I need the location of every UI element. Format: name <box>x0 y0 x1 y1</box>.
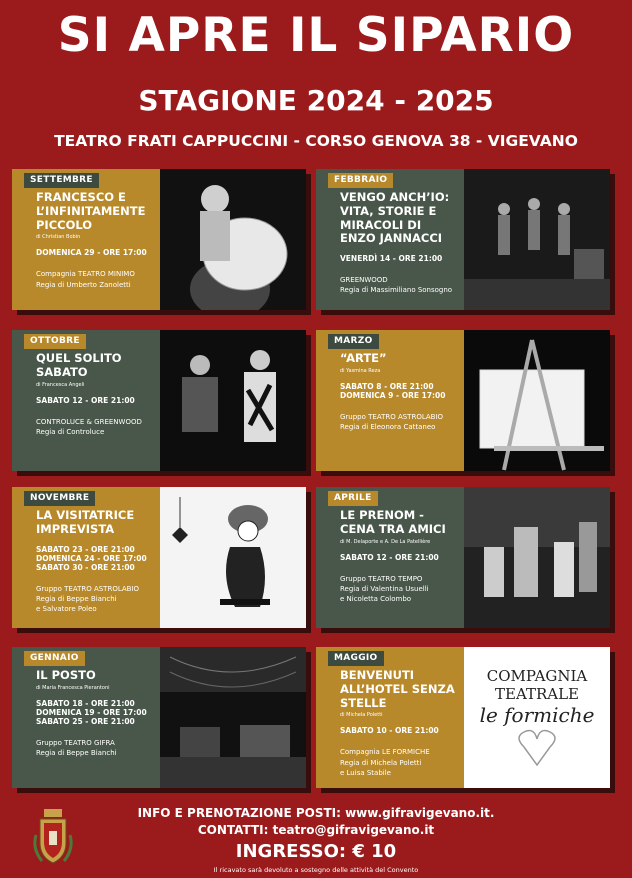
card-info <box>12 169 160 310</box>
month-badge: MARZO <box>328 334 379 349</box>
show-title: FRANCESCO E L’INFINITAMENTE PICCOLO <box>36 190 146 232</box>
price-line: INGRESSO: € 10 <box>235 841 397 862</box>
show-date: SABATO 10 - ORE 21:00 <box>340 726 439 736</box>
show-photo <box>464 330 610 471</box>
logo-line-2: TEATRALE <box>494 685 579 703</box>
director-name: Regia di Michela Poletti e Luisa Stabile <box>340 758 422 777</box>
troupe-logo <box>464 667 610 727</box>
director-name: Regia di Eleonora Cattaneo <box>340 422 436 431</box>
page-title: SI APRE IL SIPARIO <box>57 8 575 63</box>
show-card <box>12 647 306 788</box>
company-name: Gruppo TEATRO ASTROLABIO <box>340 412 444 421</box>
show-date: DOMENICA 29 - ORE 17:00 <box>36 248 147 258</box>
show-date: SABATO 8 - ORE 21:00 DOMENICA 9 - ORE 17:00 <box>340 381 446 400</box>
card-info <box>316 647 464 788</box>
logo-line-3: le formiche <box>479 703 595 727</box>
company-name: Gruppo TEATRO TEMPO <box>340 574 423 583</box>
month-badge: GENNAIO <box>24 651 85 666</box>
proceeds-note: Il ricavato sarà devoluto a sostegno delle attività del Convento <box>213 866 419 874</box>
show-card <box>316 330 610 471</box>
show-photo <box>464 647 610 788</box>
director-name: Regia di Beppe Bianchi <box>36 748 117 757</box>
show-card <box>12 169 306 310</box>
show-company <box>340 412 460 432</box>
show-card <box>12 487 306 628</box>
card-info <box>12 647 160 788</box>
month-badge: MAGGIO <box>328 651 384 666</box>
show-photo <box>160 487 306 628</box>
show-company <box>340 574 460 604</box>
show-date: VENERDÌ 14 - ORE 21:00 <box>340 254 443 264</box>
show-title: BENVENUTI ALL’HOTEL SENZA STELLE <box>340 668 455 710</box>
venue-line: TEATRO FRATI CAPPUCCINI - CORSO GENOVA 38 - VIGEVANO <box>54 132 578 150</box>
director-name: Regia di Controluce <box>36 427 105 436</box>
card-info <box>316 169 464 310</box>
show-title: IL POSTO <box>36 668 96 682</box>
show-author: di Francesca Angeli <box>36 381 85 388</box>
show-card <box>12 330 306 471</box>
show-company <box>340 275 460 295</box>
show-card <box>316 487 610 628</box>
company-name: GREENWOOD <box>340 276 388 285</box>
month-badge: OTTOBRE <box>24 334 86 349</box>
show-photo <box>464 487 610 628</box>
show-photo <box>160 330 306 471</box>
card-info <box>316 487 464 628</box>
show-date: SABATO 12 - ORE 21:00 <box>340 552 439 562</box>
show-company <box>36 269 156 289</box>
show-company <box>36 584 156 614</box>
director-name: Regia di Valentina Usuelli e Nicoletta Colombo <box>340 584 429 603</box>
card-info <box>316 330 464 471</box>
show-date: SABATO 12 - ORE 21:00 <box>36 395 135 405</box>
show-company <box>36 738 156 758</box>
company-name: Compagnia LE FORMICHE <box>340 748 430 757</box>
contacts-line[interactable]: CONTATTI: teatro@gifravigevano.it <box>197 823 435 837</box>
show-date: SABATO 18 - ORE 21:00 DOMENICA 19 - ORE 17:00 SABATO 25 - ORE 21:00 <box>36 698 147 726</box>
card-info <box>12 487 160 628</box>
company-name: Gruppo TEATRO GIFRA <box>36 738 115 747</box>
month-badge: FEBBRAIO <box>328 173 393 188</box>
show-photo <box>160 647 306 788</box>
company-name: Compagnia TEATRO MINIMO <box>36 270 135 279</box>
company-name: CONTROLUCE & GREENWOOD <box>36 417 142 426</box>
show-title: VENGO ANCH’IO: VITA, STORIE E MIRACOLI DI ENZO JANNACCI <box>340 190 450 246</box>
logo-line-1: COMPAGNIA <box>486 667 588 685</box>
show-company <box>36 417 156 437</box>
show-card <box>316 169 610 310</box>
show-author: di Maria Francesca Pierantoni <box>36 684 110 691</box>
show-title: “ARTE” <box>340 351 387 365</box>
info-line[interactable]: INFO E PRENOTAZIONE POSTI: www.gifravigevano.it. <box>137 806 495 820</box>
month-badge: APRILE <box>328 491 378 506</box>
show-photo <box>160 169 306 310</box>
month-badge: SETTEMBRE <box>24 173 99 188</box>
director-name: Regia di Beppe Bianchi e Salvatore Poleo <box>36 594 117 613</box>
show-title: LE PRENOM - CENA TRA AMICI <box>340 508 446 536</box>
show-author: di Christian Bobin <box>36 234 81 241</box>
show-author: di M. Delaporte e A. De La Patellière <box>340 538 431 545</box>
director-name: Regia di Massimiliano Sonsogno <box>340 286 453 295</box>
show-author: di Michela Poletti <box>340 712 383 719</box>
show-date: SABATO 23 - ORE 21:00 DOMENICA 24 - ORE 17:00 SABATO 30 - ORE 21:00 <box>36 544 147 572</box>
show-author: di Yasmina Reza <box>340 367 381 374</box>
show-title: QUEL SOLITO SABATO <box>36 351 122 379</box>
show-title: LA VISITATRICE IMPREVISTA <box>36 508 135 536</box>
show-company <box>340 747 460 777</box>
card-info <box>12 330 160 471</box>
company-name: Gruppo TEATRO ASTROLABIO <box>36 584 140 593</box>
show-card <box>316 647 610 788</box>
director-name: Regia di Umberto Zanoletti <box>36 280 131 289</box>
show-photo <box>464 169 610 310</box>
month-badge: NOVEMBRE <box>24 491 95 506</box>
season-subtitle: STAGIONE 2024 - 2025 <box>138 84 494 117</box>
